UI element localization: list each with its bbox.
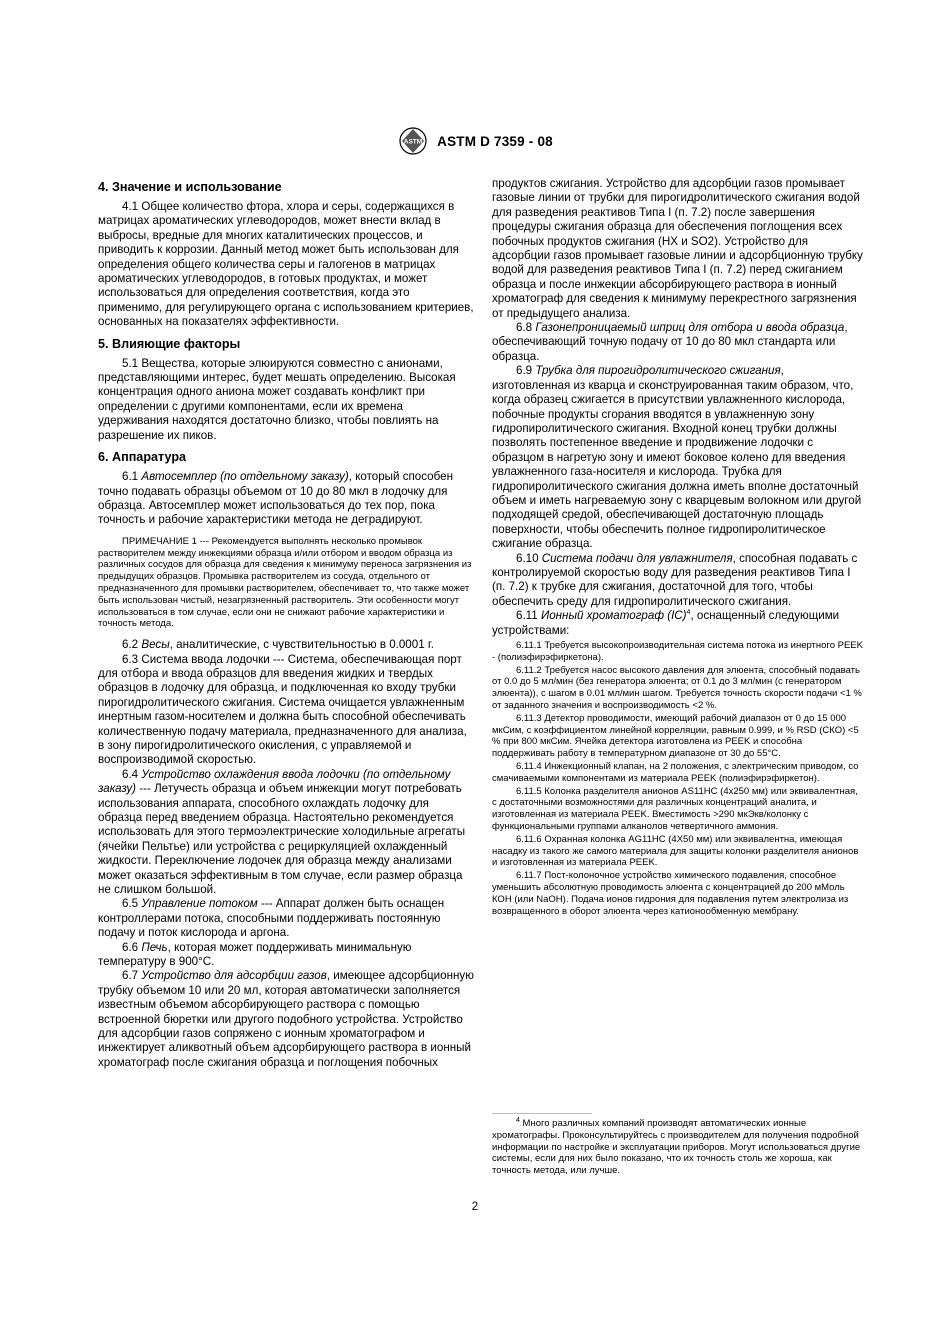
section-5-title: 5. Влияющие факторы (98, 336, 241, 351)
subitem-6-11-3: 6.11.3 Детектор проводимости, имеющий рабочий диапазон от 0 до 15 000 мкСим, с коэффициентом линейной корреляции, равным 0.999, и % RSD (СКО) <5 % при 800 мкСим. Ячейка детектора изготовлена из PEEK и способна поддерживать работу в температурном диапазоне от 30 до 55°C. (492, 712, 859, 760)
paragraph-6-1: 6.1 Автосемплер (по отдельному заказу), который способен точно подавать образцы объемом от 10 до 80 мкл в лодочку для образца. Автосемплер может использоваться до тех пор, пока точность и рабочие характеристики метода не деградируют. (98, 470, 453, 527)
subitem-6-11-1: 6.11.1 Требуется высокопроизводительная система потока из инертного PEEK - (полиэфирэфиркетона). (492, 640, 863, 663)
logo-text: ASTM (403, 138, 423, 146)
astm-logo-icon (397, 126, 429, 156)
note-1: ПРИМЕЧАНИЕ 1 --- Рекомендуется выполнять несколько промывок растворителем между инжекциями образца и/или отбором и вводом образца из различных сосудов для образца для сведения к минимуму переноса загрязнения из предыдущих образцов. Промывка растворителем из сосуда, отдельного от предназначенного для промывки растворителем, обеспечивает то, что также может быть использован чистый, незагрязненный растворитель. Эти особенности могут использоваться в том случае, если они не снижают рабочие характеристики и точность метода. (98, 535, 472, 630)
subitem-6-11-6: 6.11.6 Охранная колонка AG11HC (4X50 мм) или эквивалентна, имеющая насадку из такого же самого материала для защиты колонки разделителя анионов и изготовленная из материала PEEK. (492, 833, 859, 869)
paragraph-6-10: 6.10 Система подачи для увлажнителя, способная подавать с контролируемой скоростью воду для разведения реактивов Типа I (п. 7.2) к трубке для сжигания, достаточной для того, чтобы обеспечить среду для гидропиролитического сжигания. (492, 551, 858, 608)
subitem-6-11-5: 6.11.5 Колонка разделителя анионов AS11HC (4x250 мм) или эквивалентная, с достаточными возможностями для различных концентраций аналита, и изготовленная из материала PEEK. Вместимость >290 мкЭкв/колонку с функциональными группами алканолов четвертичного аммония. (492, 785, 858, 832)
footnote-divider (492, 1113, 592, 1114)
page-number: 2 (471, 1201, 479, 1213)
paragraph-6-3: 6.3 Система ввода лодочки --- Система, обеспечивающая порт для отбора и ввода образцов для введения жидких и твердых образцов в лодочку для образца, и подключенная ко входу трубки пирогидролитического сжигания. Система очищается увлажненным инертным газом-носителем и должна быть способной обеспечивать количественную подачу материала, предназначенного для анализа, в зону пирогидролитического окисления, с управляемой и воспроизводимой скоростью. (98, 652, 467, 767)
page-header (0, 126, 950, 161)
footnote-mark: 4 (516, 1116, 520, 1124)
paragraph-6-6: 6.6 Печь, которая может поддерживать минимальную температуру в 900°C. (98, 940, 412, 969)
footnote-ref: 4 (686, 609, 691, 617)
section-6-title: 6. Аппаратура (98, 450, 187, 465)
paragraph-6-5: 6.5 Управление потоком --- Аппарат должен быть оснащен контроллерами потока, способными поддерживать постоянную подачу и поток кислорода и аргона. (98, 897, 445, 940)
left-column (98, 177, 476, 1070)
footnote-4: $^4$ Много различных компаний производят автоматических ионные хроматографы. Проконсультируйтесь с производителем для получения подробной информации по настройке и эксплуатации приборов. Могут использоваться другие системы, если для них было показано, что их точность столь же хороша, как точность метода, или лучше. (492, 1116, 861, 1177)
paragraph-6-7-continued: продуктов сжигания. Устройство для адсорбции газов промывает газовые линии от трубки для пирогидролитического сжигания водой для разведения реактивов Типа I (п. 7.2) после завершения процедуры сжигания образца для обеспечения поглощения всех побочных продуктов сжигания (HX и SO2). Устройство для адсорбции газов промывает газовые линии и адсорбционную трубку водой для разведения реактивов Типа I (п. 7.2) перед сжиганием образца и после инжекции абсорбирующего раствора в ионный хроматограф для сведения к минимуму перекрестного загрязнения от предыдущего анализа. (492, 177, 863, 320)
paragraph-6-8: 6.8 Газонепроницаемый шприц для отбора и ввода образца, обеспечивающий точную подачу от 10 до 80 мкл стандарта или образца. (492, 321, 848, 363)
subitem-6-11-2: 6.11.2 Требуется насос высокого давления для элюента, способный подавать от 0.0 до 5 мл/мин (без генератора элюента; от 0.1 до 3 мл/мин (с генератором элюента)), с шагом в 0.01 мл/мин шагом. Требуется точность скорости подачи <1 % от заданного значения и воспроизводимость <2 %. (492, 664, 862, 711)
paragraph-6-11: 6.11 Ионный хроматограф (IC)$^4$, оснащенный следующими устройствами: (492, 609, 840, 637)
right-column (492, 177, 864, 917)
subitem-6-11-7: 6.11.7 Пост-колоночное устройство химического подавления, способное уменьшить абсолютную проводимость элюента с концентрацией до 200 мМоль КОН (или NaOH). Подача ионов гидрония для подавления путем электролиза из возвращенного в оборот элюента через катионообменную мембрану. (492, 870, 849, 917)
ic-subitems (492, 640, 864, 917)
paragraph-5-1: 5.1 Вещества, которые элюируются совместно с анионами, представляющими интерес, будет мешать определению. Высокая концентрация одного аниона может создавать конфликт при определении с другими компонентами, если их времена удерживания находятся достаточно близко, чтобы повлиять на разрешение их пиков. (98, 356, 456, 442)
document-id: ASTM D 7359 - 08 (437, 133, 553, 149)
paragraph-6-9: 6.9 Трубка для пирогидролитического сжигания, изготовленная из кварца и сконструированная таким образом, что, когда образец сжигается в присутствии увлажненного кислорода, побочные продукты сгорания вводятся в увлажненную зону гидропиролитического сжигания. Входной конец трубки должны позволять постепенное введение и продвижение лодочки с образцом в нагретую зону и имеют боковое колено для введения увлажненного газа-носителя и кислорода. Трубка для гидропиролитического сжигания должна иметь вполне достаточный объем и иметь нагреваемую зону с кварцевым волокном или другой подходящей средой, обеспечивающей достаточную площадь поверхности, чтобы обеспечить полное гидропиролитическое сжигание образца. (492, 364, 862, 551)
paragraph-6-2: 6.2 Весы, аналитические, с чувствительностью в 0.0001 г. (122, 638, 434, 652)
paragraph-4-1: 4.1 Общее количество фтора, хлора и серы, содержащихся в матрицах ароматических углеводородов, может внести вклад в выбросы, вредные для многих каталитических процессов, и приводить к коррозии. Данный метод может быть использован для определения общего количества серы и галогенов в матрицах ароматических углеводородов, в готовых продуктах, и может использоваться для определения соответствия, когда это применимо, для регулирующего органа с использованием критериев, основанных на показателях эффективности. (98, 200, 474, 329)
section-4-title: 4. Значение и использование (98, 180, 282, 194)
paragraph-6-7: 6.7 Устройство для адсорбции газов, имеющее адсорбционную трубку объемом 10 или 20 мл, которая автоматически заполняется известным объемом абсорбирующего раствора с помощью встроенной бюретки или другого подобного устройства. Устройство для адсорбции газов сопряжено с ионным хроматографом и инжектирует аликвотный объем адсорбирующего раствора в ионный хроматограф после сжигания образца и поглощения побочных (98, 969, 474, 1069)
paragraph-6-4: 6.4 Устройство охлаждения ввода лодочки (по отдельному заказу) --- Летучесть образца и объем инжекции могут потребовать использования аппарата, способного охлаждать лодочку для образца перед введением образца. Настоятельно рекомендуется использовать для этого термоэлектрические холодильные агрегаты (ячейки Пельтье) или устройства с рециркуляцией охлажденный жидкости. Переключение лодочек для образца между анализами может оказаться эффективным в том случае, если размер образца не слишком большой. (98, 767, 466, 896)
subitem-6-11-4: 6.11.4 Инжекционный клапан, на 2 положения, с электрическим приводом, со смачиваемыми компонентами из материала PEEK (полиэфирэфиркетон). (492, 760, 859, 784)
